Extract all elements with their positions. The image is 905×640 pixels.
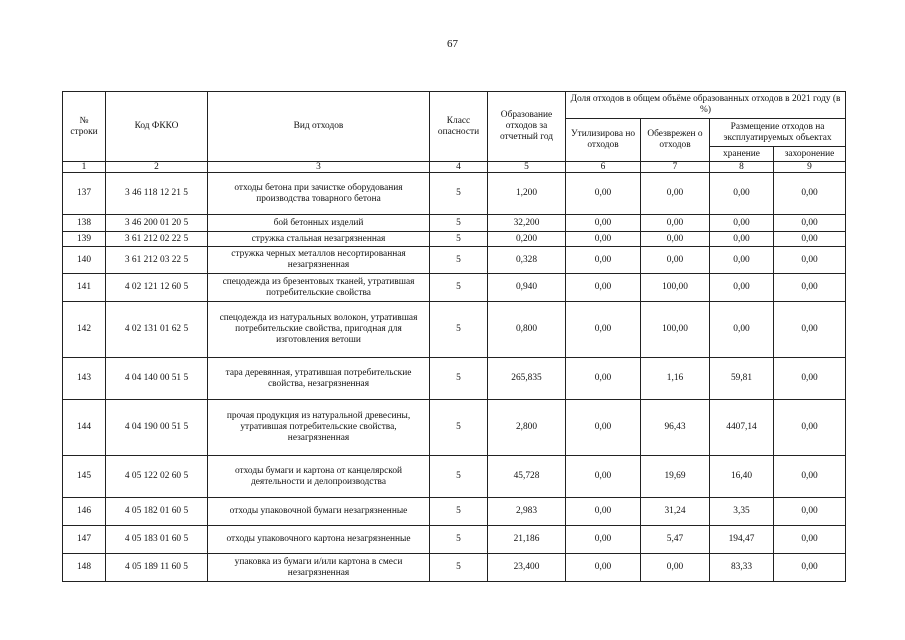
cell-utilized: 0,00	[566, 498, 641, 526]
cell-hazard-class: 5	[430, 456, 488, 498]
table-row	[63, 302, 846, 358]
cell-row-no: 141	[63, 274, 106, 302]
cell-storage: 0,00	[710, 173, 774, 215]
header-storage: хранение	[710, 147, 774, 162]
cell-burial: 0,00	[774, 358, 846, 400]
cell-kind: стружка черных металлов несортированная незагрязненная	[208, 247, 430, 274]
cell-code: 4 04 190 00 51 5	[106, 400, 208, 456]
cell-storage: 0,00	[710, 274, 774, 302]
cell-row-no: 143	[63, 358, 106, 400]
cell-hazard-class: 5	[430, 358, 488, 400]
table-row	[63, 173, 846, 215]
cell-code: 3 46 118 12 21 5	[106, 173, 208, 215]
table-row	[63, 215, 846, 232]
cell-neutralized: 19,69	[641, 456, 710, 498]
cell-generated: 265,835	[488, 358, 566, 400]
cell-neutralized: 1,16	[641, 358, 710, 400]
table-row	[63, 554, 846, 582]
cell-hazard-class: 5	[430, 526, 488, 554]
cell-hazard-class: 5	[430, 247, 488, 274]
table-row	[63, 498, 846, 526]
cell-storage: 0,00	[710, 232, 774, 247]
column-number: 6	[566, 162, 641, 173]
cell-code: 3 46 200 01 20 5	[106, 215, 208, 232]
cell-utilized: 0,00	[566, 274, 641, 302]
cell-utilized: 0,00	[566, 247, 641, 274]
cell-kind: тара деревянная, утратившая потребительские свойства, незагрязненная	[208, 358, 430, 400]
cell-kind: стружка стальная незагрязненная	[208, 232, 430, 247]
cell-utilized: 0,00	[566, 456, 641, 498]
header-burial: захоронение	[774, 147, 846, 162]
cell-kind: отходы бетона при зачистке оборудования производства товарного бетона	[208, 173, 430, 215]
table-row	[63, 232, 846, 247]
cell-generated: 0,328	[488, 247, 566, 274]
column-number: 2	[106, 162, 208, 173]
cell-utilized: 0,00	[566, 358, 641, 400]
column-number-row	[63, 162, 846, 173]
cell-neutralized: 0,00	[641, 173, 710, 215]
header-share-group: Доля отходов в общем объёме образованных отходов в 2021 году (в %)	[566, 92, 846, 119]
cell-utilized: 0,00	[566, 232, 641, 247]
cell-kind: прочая продукция из натуральной древесины, утратившая потребительские свойства, незагрязненная	[208, 400, 430, 456]
cell-row-no: 139	[63, 232, 106, 247]
cell-neutralized: 100,00	[641, 274, 710, 302]
cell-hazard-class: 5	[430, 274, 488, 302]
cell-code: 4 05 183 01 60 5	[106, 526, 208, 554]
cell-hazard-class: 5	[430, 400, 488, 456]
cell-code: 3 61 212 02 22 5	[106, 232, 208, 247]
cell-storage: 0,00	[710, 215, 774, 232]
cell-kind: упаковка из бумаги и/или картона в смеси незагрязненная	[208, 554, 430, 582]
cell-kind: спецодежда из брезентовых тканей, утратившая потребительские свойства	[208, 274, 430, 302]
cell-burial: 0,00	[774, 215, 846, 232]
cell-storage: 194,47	[710, 526, 774, 554]
cell-burial: 0,00	[774, 173, 846, 215]
cell-neutralized: 0,00	[641, 232, 710, 247]
cell-kind: отходы упаковочного картона незагрязненные	[208, 526, 430, 554]
cell-generated: 0,200	[488, 232, 566, 247]
cell-row-no: 142	[63, 302, 106, 358]
cell-code: 4 05 182 01 60 5	[106, 498, 208, 526]
header-utilized: Утилизирова но отходов	[566, 119, 641, 162]
cell-generated: 0,940	[488, 274, 566, 302]
cell-storage: 83,33	[710, 554, 774, 582]
cell-kind: отходы бумаги и картона от канцелярской деятельности и делопроизводства	[208, 456, 430, 498]
column-number: 9	[774, 162, 846, 173]
header-hazard-class: Класс опасности	[430, 92, 488, 162]
cell-generated: 2,800	[488, 400, 566, 456]
cell-generated: 2,983	[488, 498, 566, 526]
column-number: 1	[63, 162, 106, 173]
cell-neutralized: 0,00	[641, 554, 710, 582]
cell-storage: 59,81	[710, 358, 774, 400]
cell-hazard-class: 5	[430, 302, 488, 358]
cell-row-no: 137	[63, 173, 106, 215]
cell-utilized: 0,00	[566, 173, 641, 215]
column-number: 8	[710, 162, 774, 173]
table-row	[63, 358, 846, 400]
cell-hazard-class: 5	[430, 215, 488, 232]
cell-neutralized: 0,00	[641, 215, 710, 232]
cell-row-no: 144	[63, 400, 106, 456]
cell-row-no: 147	[63, 526, 106, 554]
cell-burial: 0,00	[774, 274, 846, 302]
cell-generated: 21,186	[488, 526, 566, 554]
table-row	[63, 247, 846, 274]
cell-neutralized: 5,47	[641, 526, 710, 554]
cell-utilized: 0,00	[566, 400, 641, 456]
header-row-no: № строки	[63, 92, 106, 162]
column-number: 5	[488, 162, 566, 173]
cell-neutralized: 96,43	[641, 400, 710, 456]
cell-row-no: 138	[63, 215, 106, 232]
cell-generated: 32,200	[488, 215, 566, 232]
cell-burial: 0,00	[774, 554, 846, 582]
cell-storage: 3,35	[710, 498, 774, 526]
cell-code: 4 02 121 12 60 5	[106, 274, 208, 302]
cell-code: 4 05 122 02 60 5	[106, 456, 208, 498]
cell-storage: 16,40	[710, 456, 774, 498]
cell-hazard-class: 5	[430, 173, 488, 215]
cell-generated: 45,728	[488, 456, 566, 498]
cell-row-no: 148	[63, 554, 106, 582]
cell-code: 4 04 140 00 51 5	[106, 358, 208, 400]
cell-hazard-class: 5	[430, 232, 488, 247]
page-number: 67	[447, 38, 458, 50]
cell-generated: 1,200	[488, 173, 566, 215]
cell-burial: 0,00	[774, 456, 846, 498]
cell-kind: отходы упаковочной бумаги незагрязненные	[208, 498, 430, 526]
cell-storage: 0,00	[710, 302, 774, 358]
cell-row-no: 145	[63, 456, 106, 498]
header-code: Код ФККО	[106, 92, 208, 162]
cell-neutralized: 0,00	[641, 247, 710, 274]
column-number: 4	[430, 162, 488, 173]
cell-code: 4 02 131 01 62 5	[106, 302, 208, 358]
cell-utilized: 0,00	[566, 215, 641, 232]
waste-table	[62, 91, 846, 582]
cell-generated: 23,400	[488, 554, 566, 582]
cell-burial: 0,00	[774, 302, 846, 358]
cell-row-no: 146	[63, 498, 106, 526]
cell-utilized: 0,00	[566, 554, 641, 582]
header-neutralized: Обезврежен о отходов	[641, 119, 710, 162]
cell-burial: 0,00	[774, 232, 846, 247]
cell-burial: 0,00	[774, 247, 846, 274]
cell-neutralized: 31,24	[641, 498, 710, 526]
cell-burial: 0,00	[774, 400, 846, 456]
cell-kind: спецодежда из натуральных волокон, утратившая потребительские свойства, пригодная для изготовления ветоши	[208, 302, 430, 358]
cell-neutralized: 100,00	[641, 302, 710, 358]
column-number: 3	[208, 162, 430, 173]
cell-hazard-class: 5	[430, 554, 488, 582]
table-row	[63, 274, 846, 302]
header-generated: Образование отходов за отчетный год	[488, 92, 566, 162]
cell-kind: бой бетонных изделий	[208, 215, 430, 232]
cell-code: 3 61 212 03 22 5	[106, 247, 208, 274]
header-kind: Вид отходов	[208, 92, 430, 162]
cell-burial: 0,00	[774, 498, 846, 526]
cell-utilized: 0,00	[566, 302, 641, 358]
cell-hazard-class: 5	[430, 498, 488, 526]
column-number: 7	[641, 162, 710, 173]
table-row	[63, 400, 846, 456]
cell-storage: 0,00	[710, 247, 774, 274]
cell-code: 4 05 189 11 60 5	[106, 554, 208, 582]
cell-utilized: 0,00	[566, 526, 641, 554]
cell-generated: 0,800	[488, 302, 566, 358]
table-row	[63, 526, 846, 554]
cell-storage: 4407,14	[710, 400, 774, 456]
table-row	[63, 456, 846, 498]
cell-burial: 0,00	[774, 526, 846, 554]
header-placement-group: Размещение отходов на эксплуатируемых объектах	[710, 119, 846, 147]
cell-row-no: 140	[63, 247, 106, 274]
